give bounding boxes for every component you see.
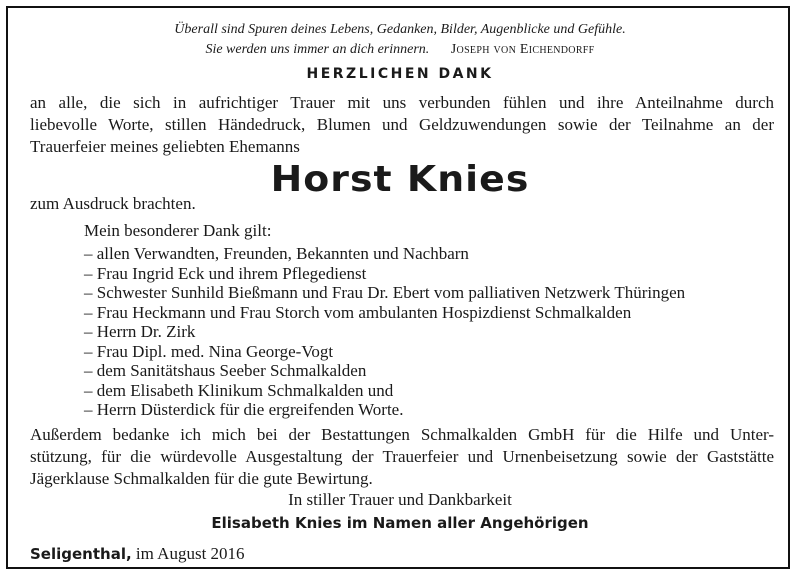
signer-name: Elisabeth Knies im Namen aller Angehörigen <box>211 514 589 532</box>
intro-line: an alle, die sich in aufrichtiger Trauer mit uns verbunden fühlen und ihre Anteilnahme durch <box>30 93 774 112</box>
special-thanks-intro: Mein besonderer Dank gilt: <box>84 221 272 240</box>
list-item: – Schwester Sunhild Bießmann und Frau Dr. Ebert vom palliativen Netzwerk Thüringen <box>84 283 686 302</box>
list-item: – dem Sanitätshaus Seeber Schmalkalden <box>84 361 367 380</box>
notice-frame <box>6 6 790 569</box>
list-item: – Frau Dipl. med. Nina George-Vogt <box>84 341 334 361</box>
list-item: – Herrn Dr. Zirk <box>84 322 196 341</box>
list-item: – dem Elisabeth Klinikum Schmalkalden und <box>84 380 394 400</box>
intro-line: Trauerfeier meines geliebten Ehemanns <box>30 137 300 156</box>
intro-line: liebevolle Worte, stillen Händedruck, Blumen und Geldzuwendungen sowie der Teilnahme an der <box>30 115 774 134</box>
list-item: – Frau Heckmann und Frau Storch vom ambulanten Hospizdienst Schmalkalden <box>84 302 632 322</box>
after-name-text: zum Ausdruck brachten. <box>30 194 196 213</box>
quote-author: Joseph von Eichendorff <box>450 42 595 57</box>
closing-line: stützung, für die würdevolle Ausgestaltung der Trauerfeier und Urnenbeisetzung sowie der Gaststätte <box>30 447 774 466</box>
intro-paragraph <box>30 92 774 158</box>
quote-line-2-text: Sie werden uns immer an dich erinnern. <box>205 42 430 57</box>
quote-line-1: Überall sind Spuren deines Lebens, Gedanken, Bilder, Augenblicke und Gefühle. <box>174 22 626 37</box>
closing-line: Jägerklause Schmalkalden für die gute Bewirtung. <box>30 469 373 488</box>
sign-off: In stiller Trauer und Dankbarkeit <box>288 490 512 509</box>
quote-line-2 <box>8 40 790 60</box>
place-name: Seligenthal, <box>30 545 132 563</box>
deceased-name: Horst Knies <box>270 159 530 200</box>
list-item: – Frau Ingrid Eck und ihrem Pflegedienst <box>84 263 367 283</box>
closing-paragraph <box>30 424 774 490</box>
notice-heading: HERZLICHEN DANK <box>306 66 494 82</box>
list-item: – Herrn Düsterdick für die ergreifenden Worte. <box>84 400 404 419</box>
closing-line: Außerdem bedanke ich mich bei der Bestattungen Schmalkalden GmbH für die Hilfe und Unter- <box>30 425 774 444</box>
date-text: im August 2016 <box>135 544 245 563</box>
list-item: – allen Verwandten, Freunden, Bekannten und Nachbarn <box>84 244 469 263</box>
thanks-list <box>84 244 685 420</box>
epigraph-quote <box>8 20 790 60</box>
place-date <box>30 544 245 564</box>
